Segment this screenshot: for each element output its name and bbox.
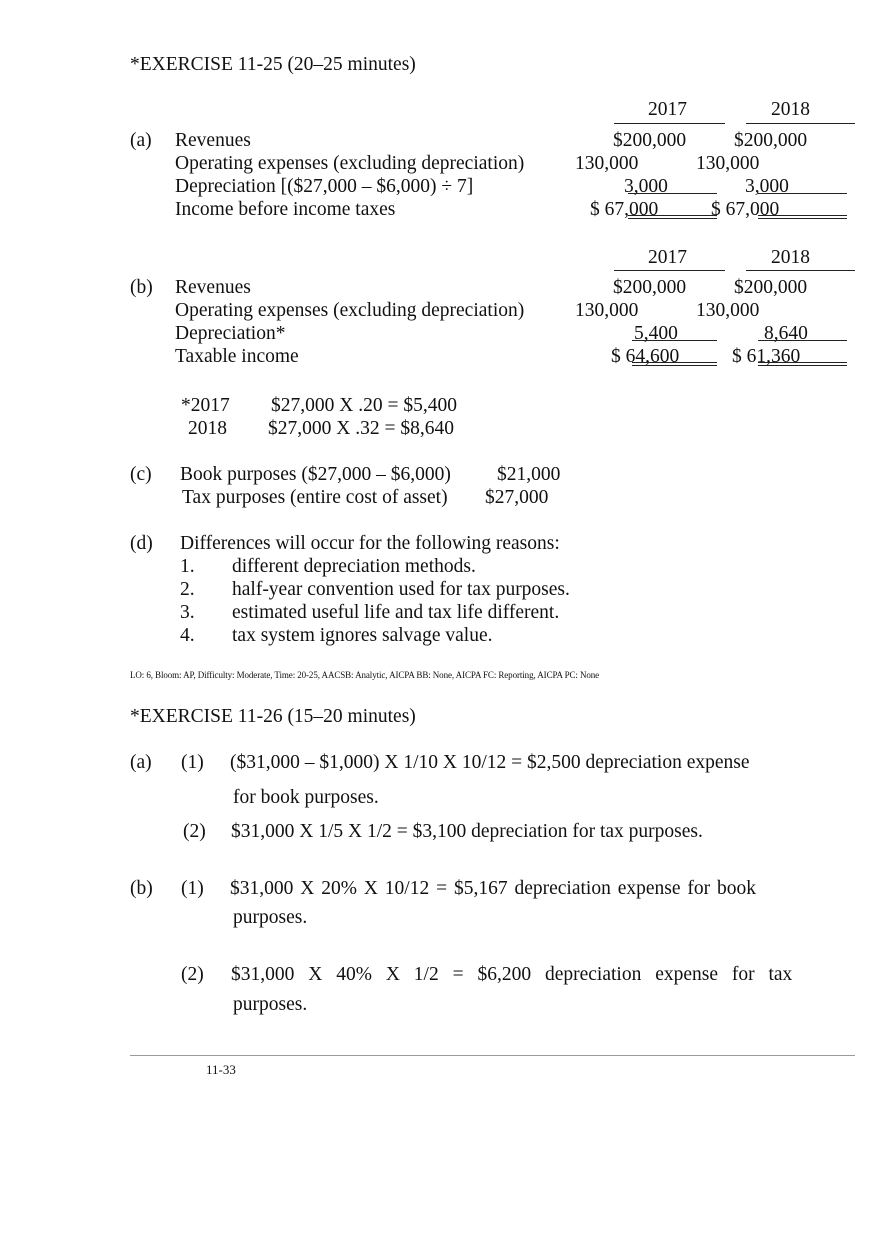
part-a-letter: (a)	[130, 752, 152, 773]
book-purposes-value: $21,000	[497, 464, 561, 485]
total-double-underline	[758, 215, 847, 219]
cell-revenues-2018: $200,000	[734, 130, 808, 151]
reason-number: 2.	[180, 579, 195, 600]
subtotal-underline	[632, 340, 717, 341]
year-underline	[614, 270, 725, 271]
cell-depreciation-2018: 3,000	[745, 176, 789, 197]
reason-text: different depreciation methods.	[232, 556, 476, 577]
cell-depreciation-2018: 8,640	[764, 323, 808, 344]
row-label-depreciation: Depreciation*	[175, 323, 286, 344]
part-a-letter: (a)	[130, 130, 152, 151]
reason-number: 1.	[180, 556, 195, 577]
row-label-revenues: Revenues	[175, 130, 251, 151]
reason-text: half-year convention used for tax purposes.	[232, 579, 570, 600]
reason-text: estimated useful life and tax life different.	[232, 602, 560, 623]
year-header-2018-b: 2018	[771, 247, 810, 268]
year-header-2017-a: 2017	[648, 99, 687, 120]
year-header-2018-a: 2018	[771, 99, 810, 120]
subtotal-underline	[758, 340, 847, 341]
book-depreciation-calc-cont: purposes.	[233, 907, 308, 928]
book-depreciation-calc: ($31,000 – $1,000) X 1/10 X 10/12 = $2,500 depreciation expense	[230, 752, 750, 773]
cell-revenues-2017: $200,000	[613, 277, 687, 298]
part-b-letter: (b)	[130, 878, 153, 899]
part-c-letter: (c)	[130, 464, 152, 485]
cell-operating-expenses-2018: 130,000	[696, 153, 760, 174]
row-label-income-before-taxes: Income before income taxes	[175, 199, 396, 220]
footer-rule	[130, 1055, 855, 1056]
item-number: (1)	[181, 878, 204, 899]
total-double-underline	[628, 215, 717, 219]
footnote-year: *2017	[181, 395, 230, 416]
footnote-calc: $27,000 X .32 = $8,640	[268, 418, 454, 439]
cell-operating-expenses-2018: 130,000	[696, 300, 760, 321]
year-underline	[614, 123, 725, 124]
part-b-letter: (b)	[130, 277, 153, 298]
tax-depreciation-calc-cont: purposes.	[233, 994, 308, 1015]
row-label-operating-expenses: Operating expenses (excluding depreciation)	[175, 153, 525, 174]
total-double-underline	[758, 362, 847, 366]
footnote-calc: $27,000 X .20 = $5,400	[271, 395, 457, 416]
subtotal-underline	[758, 193, 847, 194]
cell-depreciation-2017: 5,400	[634, 323, 678, 344]
item-number: (2)	[183, 821, 206, 842]
differences-intro: Differences will occur for the following reasons:	[180, 533, 560, 554]
cell-income-before-taxes-2017: $ 67,000	[590, 199, 659, 220]
book-purposes-label: Book purposes ($27,000 – $6,000)	[180, 464, 451, 485]
cell-operating-expenses-2017: 130,000	[575, 153, 639, 174]
learning-objective-metadata: LO: 6, Bloom: AP, Difficulty: Moderate, Time: 20-25, AACSB: Analytic, AICPA BB: None, AICPA FC: Reporting, AICPA PC: None	[130, 670, 600, 680]
part-d-letter: (d)	[130, 533, 153, 554]
row-label-depreciation: Depreciation [($27,000 – $6,000) ÷ 7]	[175, 176, 474, 197]
row-label-operating-expenses: Operating expenses (excluding depreciation)	[175, 300, 525, 321]
item-number: (2)	[181, 964, 204, 985]
tax-depreciation-calc: $31,000 X 40% X 1/2 = $6,200 depreciation expense for tax	[231, 964, 793, 985]
tax-purposes-value: $27,000	[485, 487, 549, 508]
reason-number: 4.	[180, 625, 195, 646]
exercise-11-25-title: *EXERCISE 11-25 (20–25 minutes)	[130, 54, 416, 75]
footnote-year: 2018	[188, 418, 227, 439]
year-header-2017-b: 2017	[648, 247, 687, 268]
book-depreciation-calc-cont: for book purposes.	[233, 787, 379, 808]
cell-depreciation-2017: 3,000	[624, 176, 668, 197]
page-number: 11-33	[206, 1062, 236, 1077]
item-number: (1)	[181, 752, 204, 773]
cell-taxable-income-2017: $ 64,600	[611, 346, 680, 367]
year-underline	[746, 270, 855, 271]
exercise-11-26-title: *EXERCISE 11-26 (15–20 minutes)	[130, 706, 416, 727]
reason-number: 3.	[180, 602, 195, 623]
cell-taxable-income-2018: $ 61,360	[732, 346, 801, 367]
book-depreciation-calc: $31,000 X 20% X 10/12 = $5,167 depreciation expense for book	[230, 878, 756, 899]
row-label-taxable-income: Taxable income	[175, 346, 299, 367]
tax-purposes-label: Tax purposes (entire cost of asset)	[182, 487, 448, 508]
tax-depreciation-calc: $31,000 X 1/5 X 1/2 = $3,100 depreciation for tax purposes.	[231, 821, 703, 842]
cell-revenues-2017: $200,000	[613, 130, 687, 151]
subtotal-underline	[628, 193, 717, 194]
total-double-underline	[632, 362, 717, 366]
row-label-revenues: Revenues	[175, 277, 251, 298]
cell-income-before-taxes-2018: $ 67,000	[711, 199, 780, 220]
cell-operating-expenses-2017: 130,000	[575, 300, 639, 321]
reason-text: tax system ignores salvage value.	[232, 625, 493, 646]
year-underline	[746, 123, 855, 124]
cell-revenues-2018: $200,000	[734, 277, 808, 298]
